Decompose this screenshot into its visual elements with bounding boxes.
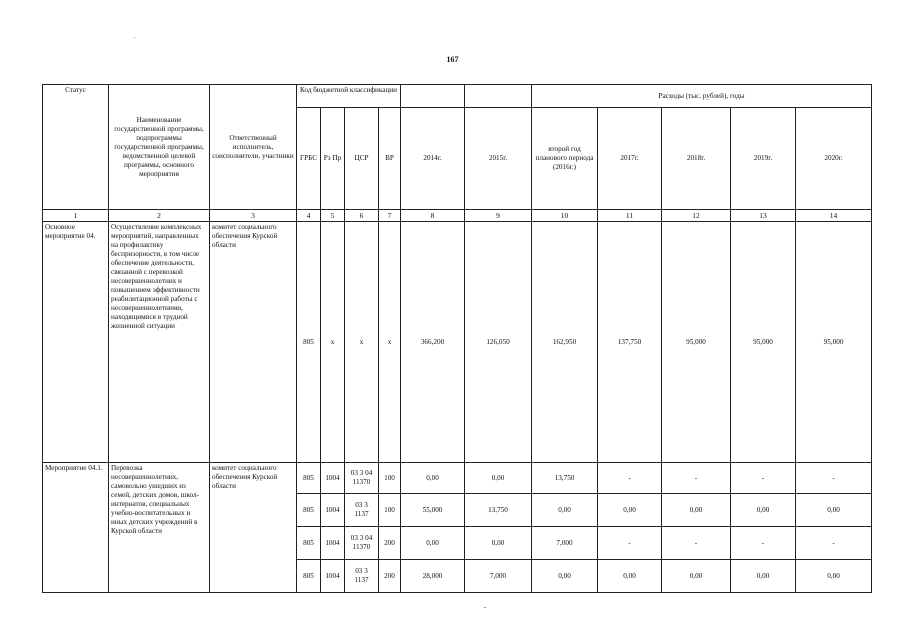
sub-responsible: комитет социального обеспечения Курской области [210, 463, 297, 593]
sub-vr: 200 [379, 527, 401, 560]
main-rzpr: х [321, 222, 345, 463]
header-blank-8 [401, 85, 465, 108]
main-name: Осуществление комплексных мероприятий, направленных на профилактику беспризорности, в том числе обеспечение деятельности, связанной с перевозкой несовершеннолетних и повышением эффективности реабилитационной работы с несовершеннолетними, находящимися в трудной жизненной ситуации [109, 222, 210, 463]
scan-speck [484, 607, 486, 608]
sub-csr: 03 3 1137 [345, 494, 379, 527]
header-csr: ЦСР [345, 108, 379, 210]
sub-2016: 0,00 [532, 494, 598, 527]
sub-2015: 0,00 [465, 527, 532, 560]
sub-csr: 03 3 1137 [345, 560, 379, 593]
header-2018: 2018г. [662, 108, 731, 210]
main-2016: 162,950 [532, 222, 598, 463]
header-expenses: Расходы (тыс. рублей), годы [532, 85, 872, 108]
header-grbs: ГРБС [297, 108, 321, 210]
sub-csr: 03 3 04 11370 [345, 527, 379, 560]
sub-vr: 200 [379, 560, 401, 593]
column-number: 10 [532, 210, 598, 222]
sub-2020: - [796, 463, 872, 494]
sub-2018: - [662, 527, 731, 560]
header-2020: 2020г. [796, 108, 872, 210]
sub-rzpr: 1004 [321, 527, 345, 560]
main-2017: 137,750 [598, 222, 662, 463]
header-rzpr: Рз Пр [321, 108, 345, 210]
sub-2015: 13,750 [465, 494, 532, 527]
header-name: Наименование государственной программы, подпрограммы государственной программы, ведомственной целевой программы, основного мероприятия [109, 85, 210, 210]
sub-2020: - [796, 527, 872, 560]
column-number: 3 [210, 210, 297, 222]
sub-grbs: 805 [297, 494, 321, 527]
column-number: 5 [321, 210, 345, 222]
column-number: 7 [379, 210, 401, 222]
sub-status: Мероприятие 04.1. [43, 463, 109, 593]
header-2015: 2015г. [465, 108, 532, 210]
header-blank-9 [465, 85, 532, 108]
sub-rzpr: 1004 [321, 463, 345, 494]
column-number: 13 [731, 210, 796, 222]
sub-2014: 55,000 [401, 494, 465, 527]
sub-2018: - [662, 463, 731, 494]
main-grbs: 805 [297, 222, 321, 463]
sub-2015: 7,000 [465, 560, 532, 593]
header-2019: 2019г. [731, 108, 796, 210]
sub-2017: - [598, 463, 662, 494]
header-budget-code: Код бюджетной классификации [297, 85, 401, 108]
sub-2019: 0,00 [731, 560, 796, 593]
sub-2019: 0,00 [731, 494, 796, 527]
sub-vr: 100 [379, 494, 401, 527]
column-number: 6 [345, 210, 379, 222]
sub-grbs: 805 [297, 463, 321, 494]
column-number: 2 [109, 210, 210, 222]
header-vr: ВР [379, 108, 401, 210]
column-number: 9 [465, 210, 532, 222]
column-number: 4 [297, 210, 321, 222]
sub-rzpr: 1004 [321, 494, 345, 527]
main-csr: х [345, 222, 379, 463]
column-number: 11 [598, 210, 662, 222]
sub-grbs: 805 [297, 527, 321, 560]
main-2015: 126,050 [465, 222, 532, 463]
scan-speck [134, 37, 135, 38]
main-activity-row [43, 222, 872, 463]
main-2018: 95,000 [662, 222, 731, 463]
sub-2015: 0,00 [465, 463, 532, 494]
sub-2019: - [731, 463, 796, 494]
sub-name: Перевозка несовершеннолетних, самовольно ушедших из семей, детских домов, школ-интернатов, специальных учебно-воспитательных и иных детских учреждений в Курской области [109, 463, 210, 593]
header-row-1 [43, 85, 872, 108]
header-responsible: Ответственный исполнитель, соисполнители, участники [210, 85, 297, 210]
sub-2017: 0,00 [598, 494, 662, 527]
sub-2018: 0,00 [662, 560, 731, 593]
column-number: 12 [662, 210, 731, 222]
sub-rzpr: 1004 [321, 560, 345, 593]
main-responsible: комитет социального обеспечения Курской области [210, 222, 297, 463]
sub-2020: 0,00 [796, 560, 872, 593]
sub-2014: 28,000 [401, 560, 465, 593]
sub-2016: 13,750 [532, 463, 598, 494]
sub-activity-row [43, 463, 872, 494]
sub-2017: - [598, 527, 662, 560]
sub-vr: 100 [379, 463, 401, 494]
sub-2016: 0,00 [532, 560, 598, 593]
sub-grbs: 805 [297, 560, 321, 593]
page-number: 167 [446, 55, 459, 64]
main-2019: 95,000 [731, 222, 796, 463]
column-number: 8 [401, 210, 465, 222]
sub-2018: 0,00 [662, 494, 731, 527]
sub-2016: 7,000 [532, 527, 598, 560]
column-number: 1 [43, 210, 109, 222]
column-number: 14 [796, 210, 872, 222]
sub-2020: 0,00 [796, 494, 872, 527]
sub-2017: 0,00 [598, 560, 662, 593]
main-vr: х [379, 222, 401, 463]
column-number-row [43, 210, 872, 222]
sub-csr: 03 3 04 11370 [345, 463, 379, 494]
main-status: Основное мероприятие 04. [43, 222, 109, 463]
header-2016: второй год планового периода (2016г.) [532, 108, 598, 210]
sub-2014: 0,00 [401, 527, 465, 560]
header-2017: 2017г. [598, 108, 662, 210]
sub-2019: - [731, 527, 796, 560]
header-status: Статус [43, 85, 109, 210]
main-2014: 366,200 [401, 222, 465, 463]
main-2020: 95,000 [796, 222, 872, 463]
header-2014: 2014г. [401, 108, 465, 210]
sub-2014: 0,00 [401, 463, 465, 494]
budget-table [42, 84, 872, 593]
